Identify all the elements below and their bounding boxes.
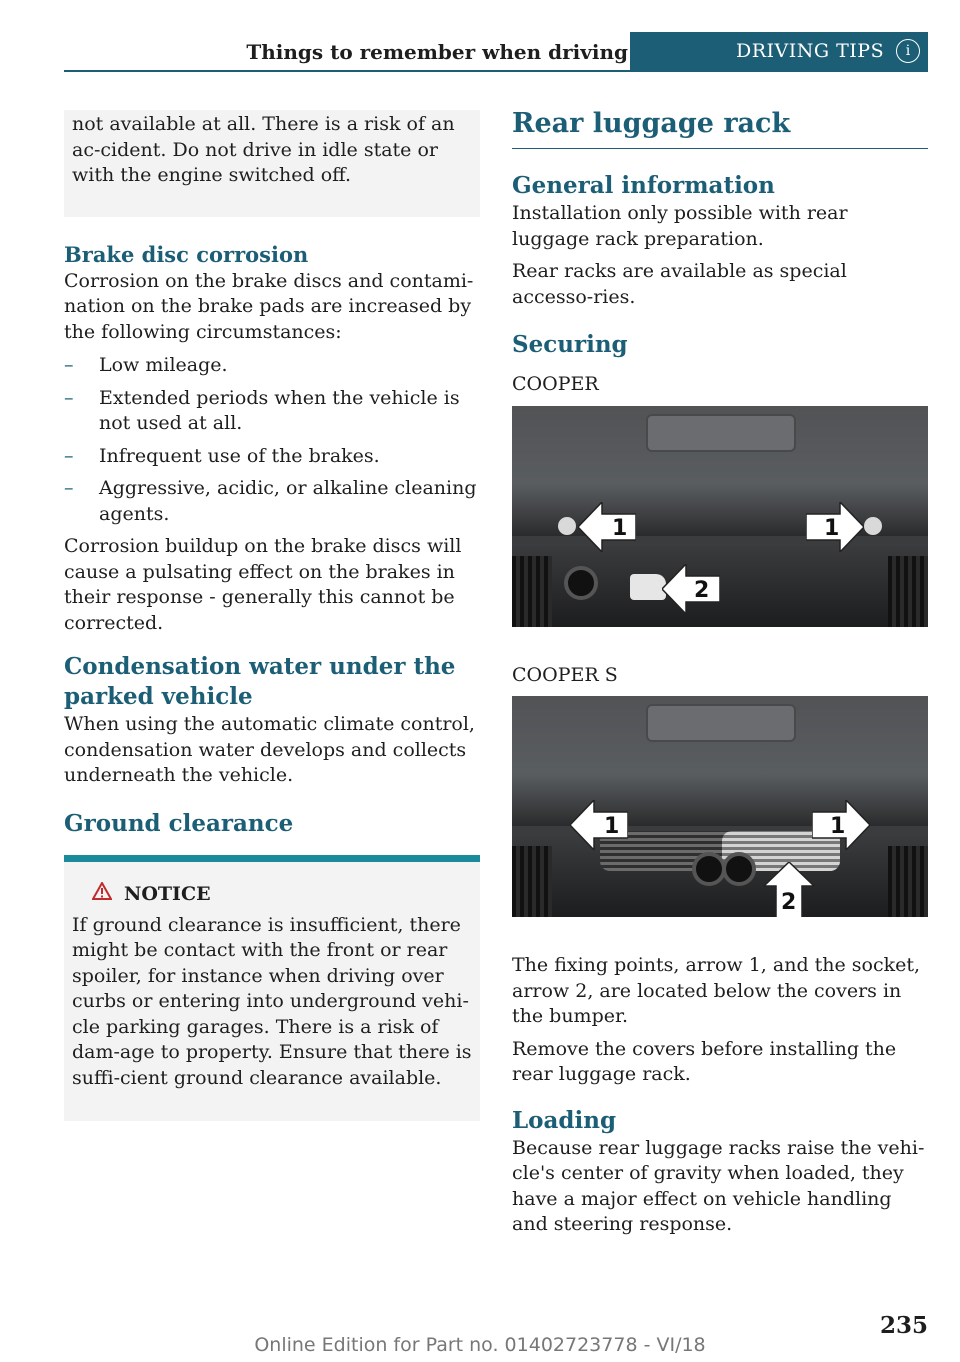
- cooper-photo: [512, 406, 928, 627]
- securing-heading: Securing: [512, 331, 628, 358]
- page-header: [64, 32, 928, 72]
- section-title: Things to remember when driving: [246, 40, 628, 64]
- general-p1: Installation only possible with rear luggage rack preparation.: [512, 202, 848, 250]
- brake-intro: Corrosion on the brake discs and contami-nation on the brake pads are increased by the following circumstances:: [64, 269, 474, 343]
- arrow-label: 1: [830, 814, 846, 839]
- list-item: – Low mileage.: [64, 353, 480, 379]
- general-heading: General information: [512, 172, 775, 199]
- chapter-tab: [630, 32, 928, 70]
- cooper-s-photo: [512, 696, 928, 917]
- loading-heading: Loading: [512, 1106, 617, 1134]
- notice-text: If ground clearance is insufficient, there might be contact with the front or rear spoiler, for instance when driving over curbs or entering into underground vehi-cle parking garages. There is a risk of dam-age to property. Ensure that there is suffi-cient ground clearance available.: [72, 913, 472, 1089]
- cooper-label: COOPER: [512, 373, 599, 395]
- condensation-heading: Condensation water under the parked vehicle: [64, 653, 456, 710]
- header-rule: [64, 70, 928, 72]
- main-heading: Rear luggage rack: [512, 108, 791, 139]
- arrow-1-right: [806, 502, 864, 552]
- arrow-label: 2: [781, 890, 797, 915]
- brake-outro: Corrosion buildup on the brake discs will cause a pulsating effect on the brakes in their response - generally this cannot be corrected.: [64, 535, 462, 634]
- page-number: 235: [879, 1312, 928, 1339]
- dash-icon: –: [64, 444, 74, 467]
- condensation-text: When using the automatic climate control, condensation water develops and collects underneath the vehicle.: [64, 713, 475, 786]
- list-item: – Infrequent use of the brakes.: [64, 444, 480, 470]
- carryover-text: not available at all. There is a risk of an ac-cident. Do not drive in idle state or with the engine switched off.: [72, 113, 455, 186]
- notice-box: [64, 855, 480, 1122]
- arrow-label: 1: [824, 515, 840, 541]
- arrow-label: 1: [604, 814, 620, 839]
- chapter-label: DRIVING TIPS: [736, 40, 885, 62]
- arrow-1-left: [570, 800, 628, 850]
- arrow-1-right: [812, 800, 870, 850]
- cooper-s-label: COOPER S: [512, 663, 618, 686]
- brake-list: [64, 353, 480, 527]
- arrow-1-left: [578, 502, 636, 552]
- arrow-label: 2: [694, 577, 710, 603]
- carryover-box: [64, 110, 480, 217]
- arrow-2: [662, 564, 720, 614]
- dash-icon: –: [64, 354, 74, 376]
- fixing-text: The fixing points, arrow 1, and the socket, arrow 2, are located below the covers in the bumper.: [512, 954, 921, 1027]
- list-item: – Aggressive, acidic, or alkaline cleaning agents.: [64, 477, 477, 525]
- arrow-label: 1: [612, 515, 628, 541]
- footer-edition: Online Edition for Part no. 01402723778 - VI/18: [254, 1334, 706, 1356]
- remove-text: Remove the covers before installing the rear luggage rack.: [512, 1037, 897, 1085]
- info-icon: i: [896, 39, 920, 63]
- general-p2: Rear racks are available as special accesso-ries.: [512, 260, 847, 308]
- loading-text: Because rear luggage racks raise the vehi-cle's center of gravity when loaded, they have a major effect on vehicle handling and steering response.: [512, 1136, 925, 1235]
- brake-heading: Brake disc corrosion: [64, 241, 309, 267]
- notice-bar: [64, 855, 480, 862]
- right-column: [512, 104, 928, 1238]
- list-item: – Extended periods when the vehicle is not used at all.: [64, 386, 460, 434]
- left-column: [64, 110, 480, 1121]
- ground-clearance-heading: Ground clearance: [64, 809, 294, 837]
- dash-icon: –: [64, 477, 74, 499]
- notice-title-row: [72, 880, 472, 907]
- notice-title: NOTICE: [124, 882, 211, 905]
- warning-icon: [92, 880, 114, 906]
- arrow-2: [764, 862, 814, 917]
- dash-icon: –: [64, 386, 74, 409]
